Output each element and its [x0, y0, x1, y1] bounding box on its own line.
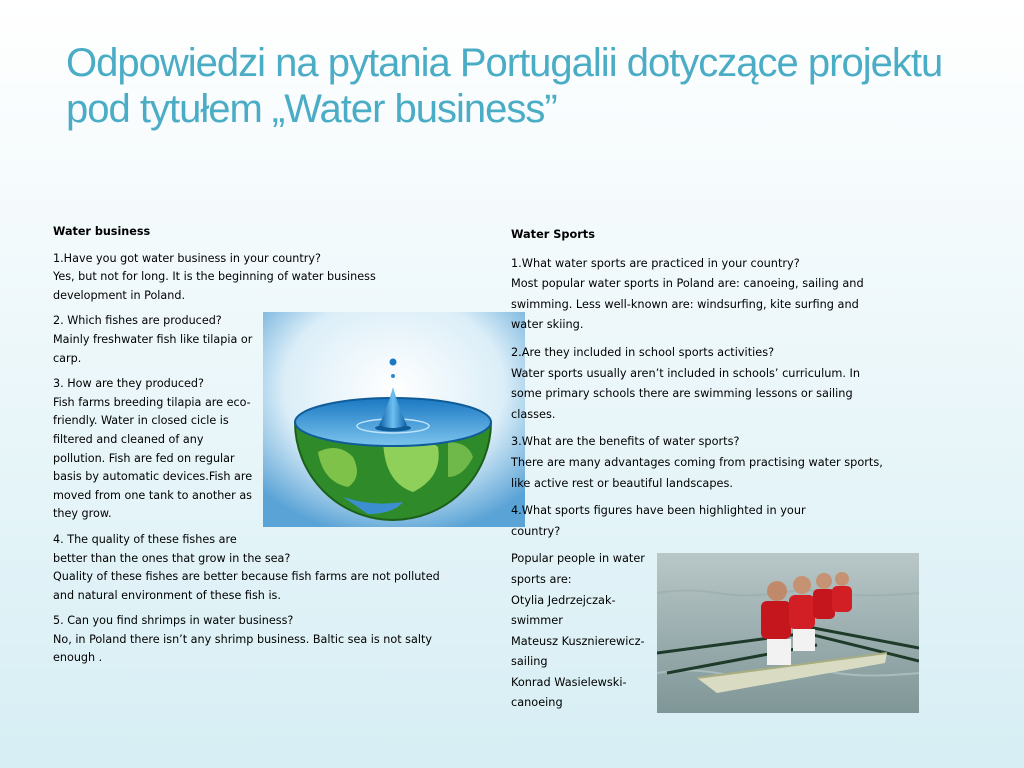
sports-question-2 [511, 343, 891, 425]
question-3-text: 3. How are they produced? [53, 377, 204, 391]
question-4 [53, 531, 443, 605]
question-5 [53, 612, 443, 668]
sports-question-3 [511, 432, 891, 494]
question-4-text: 4. The quality of these fishes are better than the ones that grow in the sea? [53, 532, 291, 565]
answer-1-text: Yes, but not for long. It is the beginning of water business development in Poland. [53, 270, 376, 302]
question-1 [53, 250, 443, 306]
sports-answer-3-text: There are many advantages coming from practising water sports, like active rest or beautiful landscapes. [511, 455, 883, 490]
water-sports-heading: Water Sports [511, 228, 595, 241]
water-globe-image [263, 312, 525, 527]
sports-figure-1: Otylia Jedrzejczak-swimmer [511, 593, 616, 628]
sports-question-3-text: 3.What are the benefits of water sports? [511, 435, 740, 449]
answer-3-text: Fish farms breeding tilapia are eco-friendly. Water in closed cicle is filtered and cleaned of any pollution. Fish are fed on regular basis by automatic devices.Fish are moved from one tank to another as they grow. [53, 395, 253, 521]
water-business-heading: Water business [53, 225, 151, 238]
sports-question-1 [511, 254, 891, 336]
water-business-column [53, 223, 443, 675]
sports-question-1-text: 1.What water sports are practiced in your country? [511, 256, 800, 270]
slide-title: Odpowiedzi na pytania Portugalii dotyczące projektu pod tytułem „Water business” [66, 41, 943, 131]
question-2-text: 2. Which fishes are produced? [53, 314, 222, 328]
answer-4-text: Quality of these fishes are better because fish farms are not polluted and natural environment of these fish is. [53, 570, 440, 602]
answer-2-text: Mainly freshwater fish like tilapia or carp. [53, 332, 253, 365]
sports-figure-3: Konrad Wasielewski-canoeing [511, 675, 627, 710]
question-5-text: 5. Can you find shrimps in water business? [53, 614, 294, 628]
sports-question-4-text: 4.What sports figures have been highlighted in your country? [511, 504, 806, 538]
water-sports-column [511, 225, 891, 721]
sports-answer-2-text: Water sports usually aren’t included in schools’ curriculum. In some primary schools there are swimming lessons or sailing classes. [511, 366, 861, 421]
sports-answer-4-intro: Popular people in water sports are: [511, 552, 645, 586]
rowing-team-image [657, 553, 919, 713]
sports-figure-2: Mateusz Kusznierewicz-sailing [511, 634, 645, 669]
answer-5-text: No, in Poland there isn’t any shrimp business. Baltic sea is not salty enough . [53, 632, 432, 665]
sports-question-4 [511, 501, 831, 542]
question-1-text: 1.Have you got water business in your country? [53, 251, 321, 265]
sports-answer-1-text: Most popular water sports in Poland are: canoeing, sailing and swimming. Less well-known are: windsurfing, kite surfing and water skiing. [511, 277, 864, 332]
sports-question-2-text: 2.Are they included in school sports activities? [511, 345, 775, 359]
